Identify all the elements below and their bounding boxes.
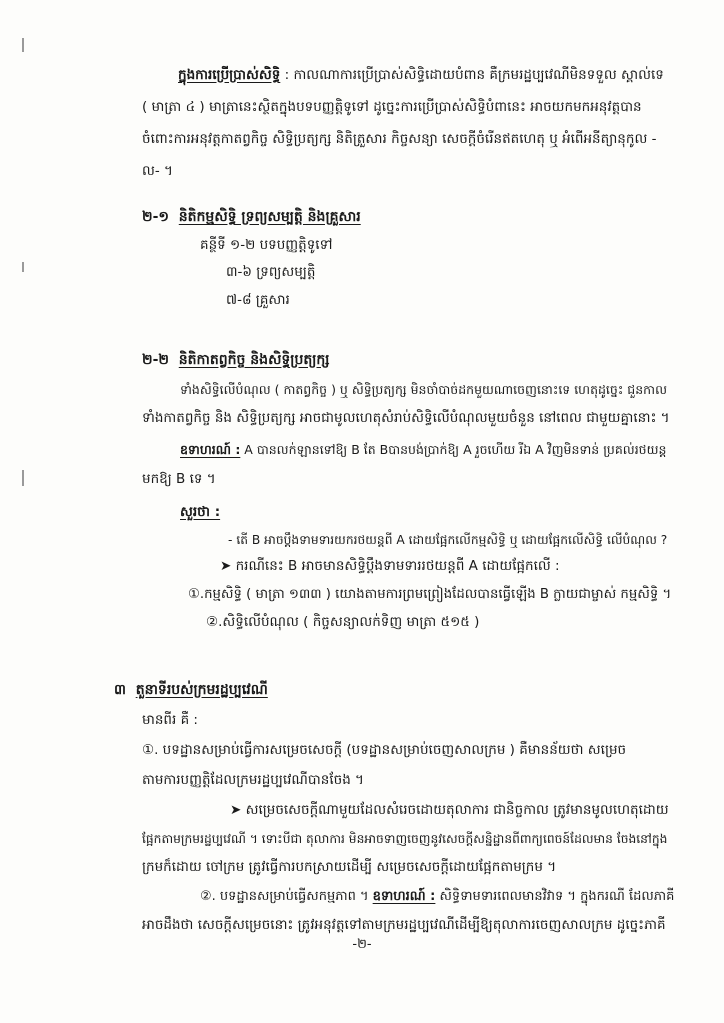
answer-2: ②.សិទ្ធិលើបំណុល ( កិច្ចសន្យាលក់ទិញ មាត្រា ៥១៥ ) (206, 614, 480, 630)
para1-term: ក្នុងការប្រើប្រាស់សិទ្ធិ (178, 67, 281, 83)
section-2-2-line2: ទាំងកាតព្វកិច្ច និង សិទ្ធិប្រត្យក្ស អាចជាមូលហេតុសំរាប់សិទ្ធិលើបំណុលមួយចំនួន នៅពេល ជាមួយគ្នានោះ ។ (142, 410, 670, 426)
section-2-1-number: ២-១ (142, 209, 170, 225)
question-label: សួរថា : (180, 504, 221, 520)
section-3-p3-example-label: ឧទាហរណ៍ : (372, 889, 436, 904)
section-3-p2-line1: ➤ សម្រេចសេចក្ដីណាមួយដែលសំរេចដោយតុលាការ ជានិច្ចកាល ត្រូវមានមូលហេតុដោយ (230, 802, 669, 818)
section-3-p3-line2: អាចដឹងថា សេចក្ដីសម្រេចនោះ ត្រូវអនុវត្តទៅតាមក្រមរដ្ឋប្បវេណីដើម្បីឱ្យតុលាការចេញសាលក្រម ដូច្នេះភាគី (142, 917, 666, 933)
para1-line2: ( មាត្រា ៤ ) មាត្រានេះស្ថិតក្នុងបទបញ្ញត្តិទូទៅ ដូច្នេះការប្រើប្រាស់សិទ្ធិបំពានេះ អាចយកមកអនុវត្តបាន (142, 99, 642, 115)
section-3-p2-line3: ក្រមក៏ដោយ ចៅក្រម ត្រូវធ្វើការបកស្រាយដើម្បី សម្រេចសេចក្ដីដោយផ្អែកតាមក្រម ។ (142, 859, 557, 875)
answer-1: ①.កម្មសិទ្ធិ ( មាត្រា ១៣៣ ) យោងតាមការព្រមព្រៀងដែលបានធ្វើឡើង B ក្លាយជាម្ចាស់ កម្មសិទ្ធិ ។ (188, 587, 672, 602)
example-line1-text: A បានលក់ឡានទៅឱ្យ B តែ Bបានបង់ប្រាក់ឱ្យ A រួចហើយ រីឯ A វិញមិនទាន់ ប្រគល់រថយន្ត (240, 442, 667, 457)
section-2-1-title: និតិកម្មសិទ្ធិ ទ្រព្យសម្បត្តិ និងគ្រួសារ (178, 209, 361, 225)
scan-edge-mark (22, 262, 24, 272)
example-line2: មកឱ្យ B ទេ ។ (142, 471, 216, 487)
para1-line1-text: : កាលណាការប្រើប្រាស់សិទ្ធិដោយបំពាន គឺក្រមរដ្ឋប្បវេណីមិនទទួល ស្គាល់ទេ (280, 67, 664, 83)
section-3-p1-line1: ①. បទដ្ឋានសម្រាប់ធ្វើការសម្រេចសេចក្ដី (បទដ្ឋានសម្រាប់ចេញសាលក្រម ) គឺមានន័យថា សម្រេច (142, 742, 627, 758)
section-2-2-number: ២-២ (142, 352, 170, 368)
section-2-1-item2: ៣-៦ ទ្រព្យសម្បត្តិ (226, 264, 316, 280)
scan-edge-mark (22, 470, 24, 486)
section-3-p3-line1 (200, 887, 674, 907)
section-2-1-item1: គន្ថីទី ១-២ បទបញ្ញត្តិទូទៅ (200, 237, 333, 253)
section-3-title: តួនាទីរបស់ក្រមរដ្ឋប្បវេណី (135, 682, 268, 698)
page-number: -២- (352, 937, 372, 952)
section-2-2-title: និតិកាតព្វកិច្ច និងសិទ្ធិប្រត្យក្ស (178, 352, 330, 368)
section-3-p2-line2: ផ្អែកតាមក្រមរដ្ឋប្បវេណី ។ ទោះបីជា តុលាការ មិនអាចទាញចេញនូវសេចក្ដីសន្និដ្ឋានពីពាក្យពេចន៍ដែលមាន ចែងនៅក្នុង (142, 832, 668, 846)
section-2-1-item3: ៧-៨ គ្រួសារ (226, 292, 290, 308)
section-3-intro: មានពីរ គឺ : (142, 712, 198, 728)
scan-edge-mark (22, 38, 24, 52)
answer-intro: ➤ ករណីនេះ B អាចមានសិទ្ធិប្ដឹងទាមទាររថយន្តពី A ដោយផ្អែកលើ : (220, 558, 560, 574)
question-text: - តើ B អាចប្ដឹងទាមទារយករថយន្តពី A ដោយផ្អែកលើកម្មសិទ្ធិ ឬ ដោយផ្អែកលើសិទ្ធិ លើបំណុល ? (228, 533, 668, 547)
section-2-1-heading (142, 207, 361, 227)
para1-line4: ល- ។ (142, 163, 173, 179)
section-3-number: ៣ (114, 682, 126, 698)
section-2-2-heading (142, 350, 329, 370)
section-3-heading (114, 680, 268, 700)
section-2-2-line1: ទាំងសិទ្ធិលើបំណុល ( កាតព្វកិច្ច ) ឬ សិទ្ធិប្រត្យក្ស មិនចាំបាច់ដកមួយណាចេញនោះទេ ហេតុដូច្នេះ ជួនកាល (180, 382, 667, 397)
section-3-p3-line1-text: សិទ្ធិទាមទារពេលមានវិវាទ ។ ក្នុងករណី ដែលភាគី (435, 889, 675, 904)
para1-line3: ចំពោះការអនុវត្តកាតព្វកិច្ច សិទ្ធិប្រត្យក្ស និតិត្រួសារ កិច្ចសន្យា សេចក្ដីចំរើនឥតហេតុ ឬ អំពើអនីត្យានុកូល - (142, 131, 657, 147)
section-3-p3-prefix: ②. បទដ្ឋានសម្រាប់ធ្វើសកម្មភាព ។ (200, 889, 373, 904)
para1-line1 (178, 65, 664, 85)
section-3-p1-line2: តាមការបញ្ញត្តិដែលក្រមរដ្ឋប្បវេណីបានចែង ។ (142, 772, 364, 788)
example-label: ឧទាហរណ៍ : (180, 442, 241, 457)
example-line1 (180, 440, 666, 460)
